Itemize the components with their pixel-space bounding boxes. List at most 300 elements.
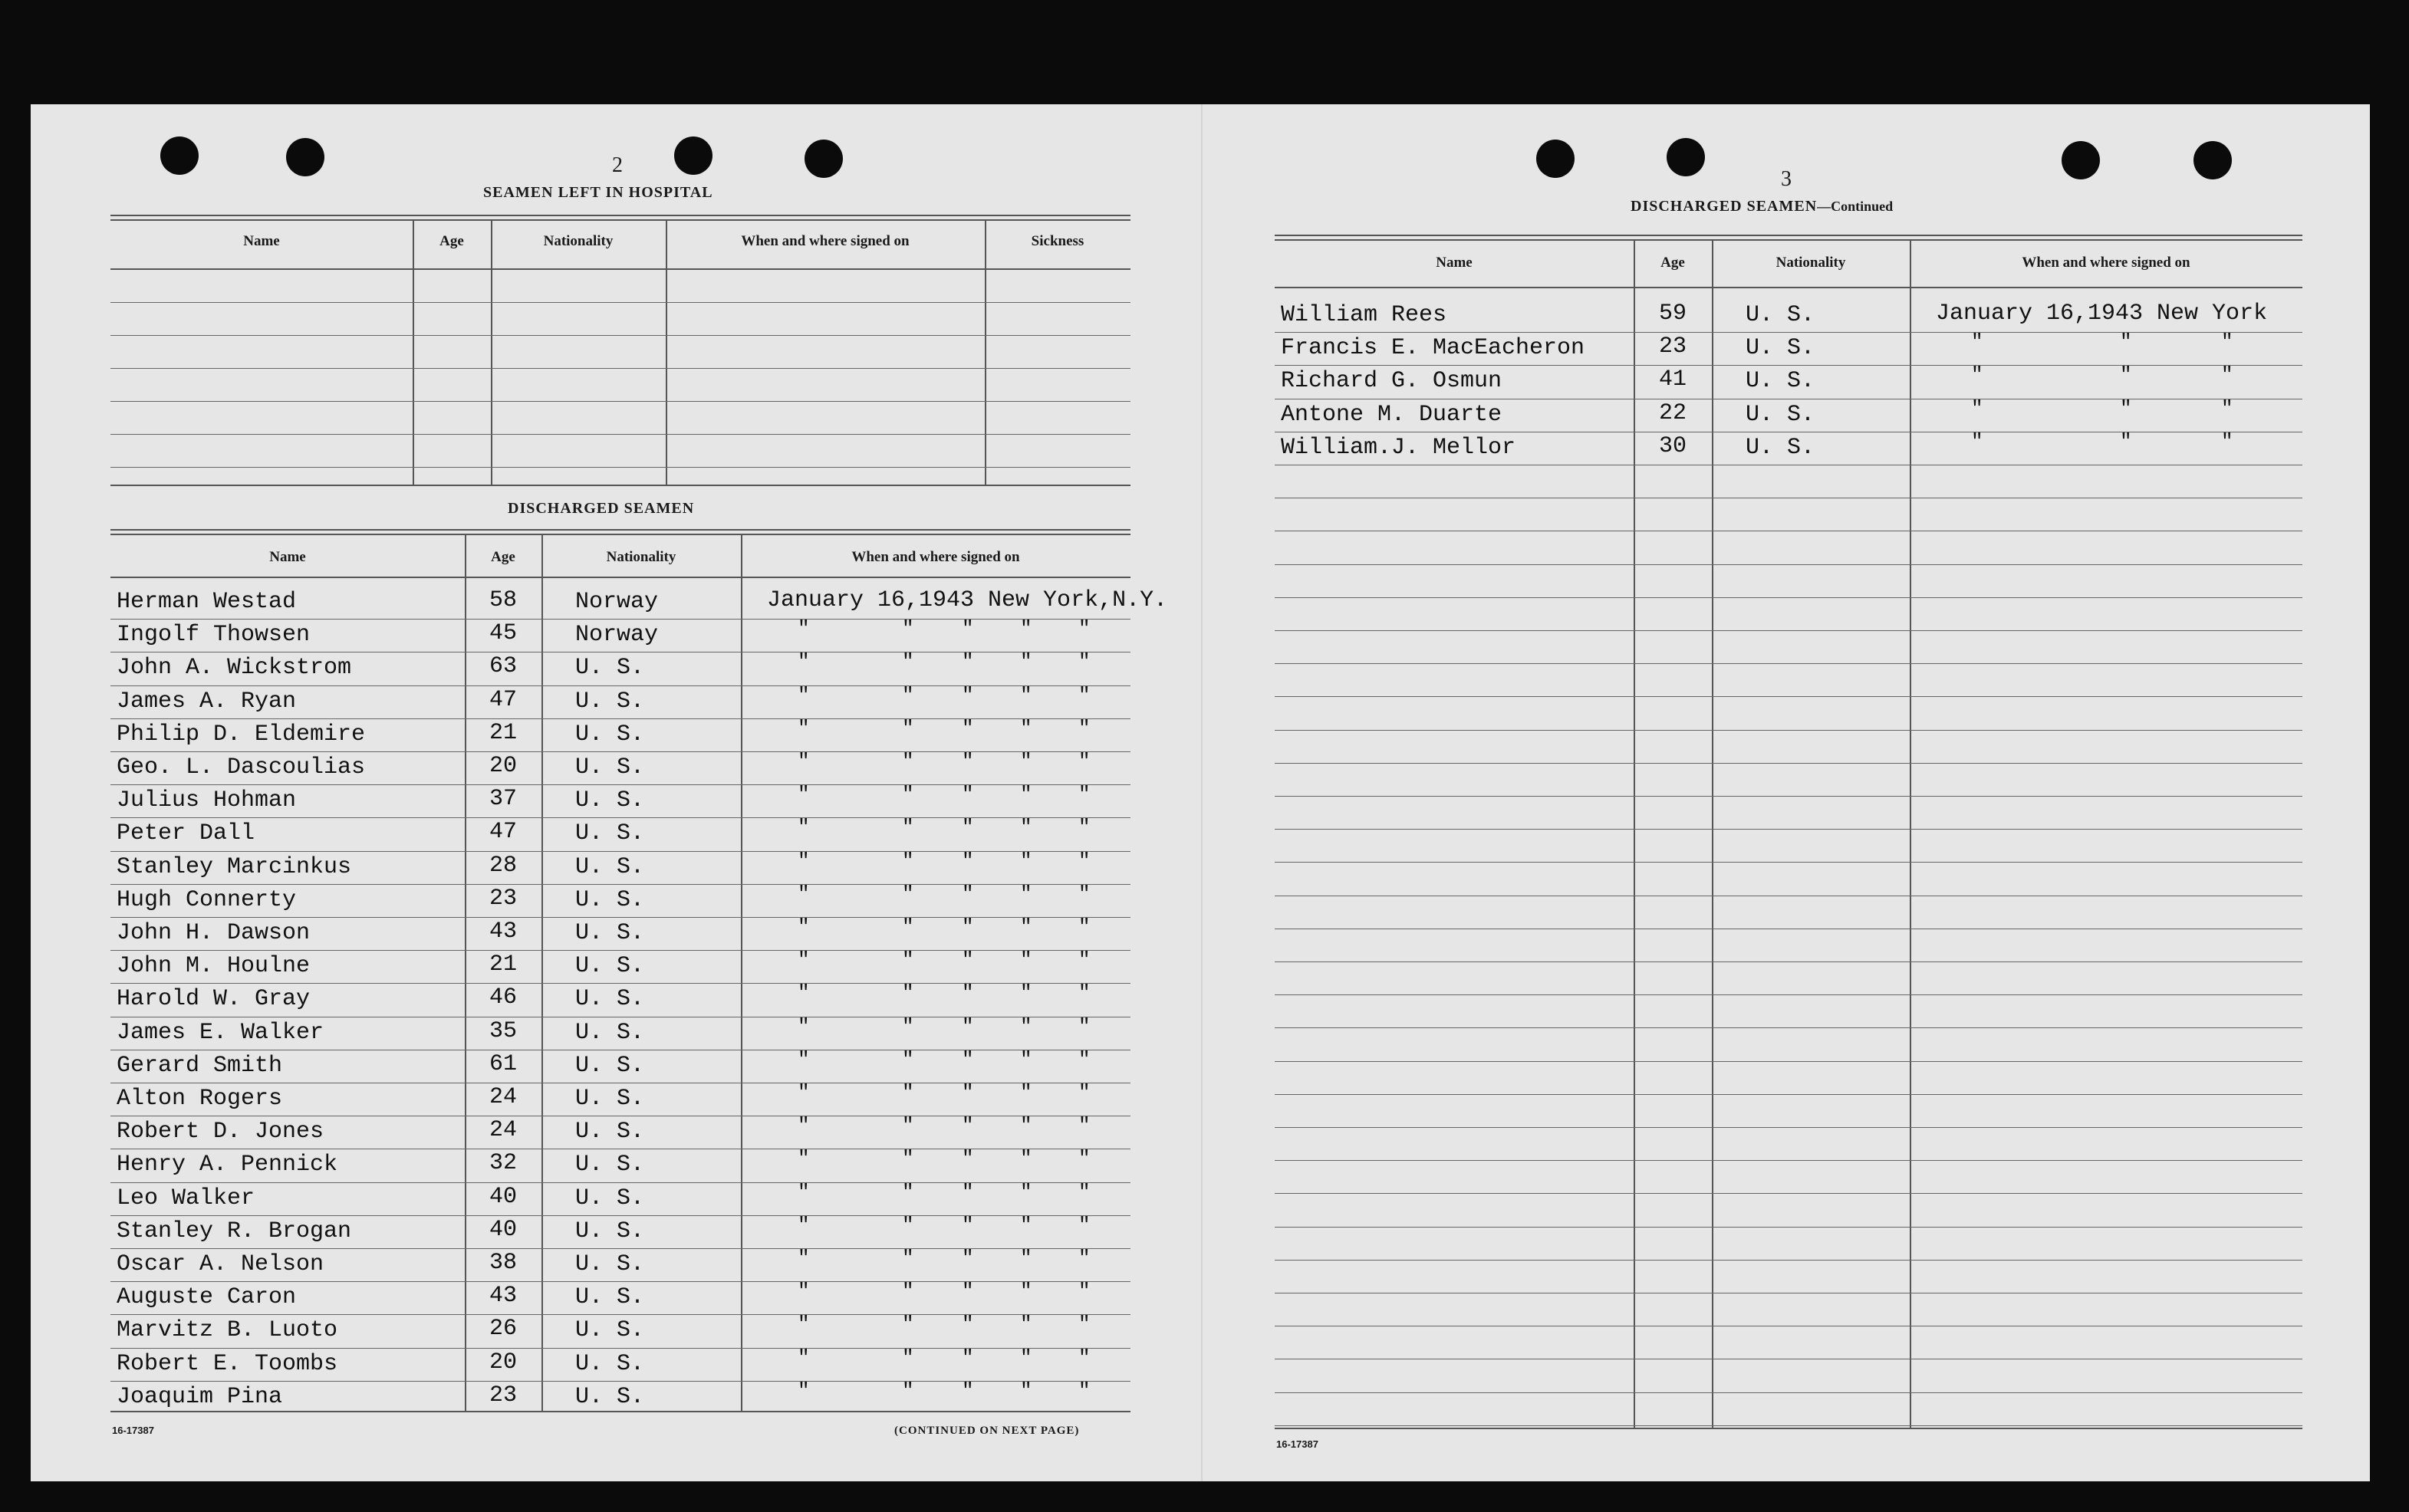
table-top-rule xyxy=(110,534,1130,535)
ruled-line xyxy=(110,817,1130,818)
seaman-nationality: U. S. xyxy=(1746,401,1815,428)
seaman-age: 40 xyxy=(489,1183,517,1210)
table-bottom-rule xyxy=(110,1411,1130,1412)
seaman-age: 26 xyxy=(489,1316,517,1343)
ditto-mark: " xyxy=(1078,1280,1091,1303)
seaman-name: Gerard Smith xyxy=(117,1052,283,1079)
form-number: 16-17387 xyxy=(1276,1438,1318,1450)
column-divider xyxy=(666,221,667,485)
ditto-mark: " xyxy=(962,617,974,641)
ditto-mark: " xyxy=(798,882,810,906)
ditto-mark: " xyxy=(2221,429,2233,453)
seaman-age: 47 xyxy=(489,686,517,713)
table-top-rule xyxy=(110,219,1130,221)
seaman-name: Joaquim Pina xyxy=(117,1383,283,1410)
signed-on-date-place: January 16,1943 New York xyxy=(1936,301,2268,327)
ruled-line xyxy=(110,401,1130,402)
ruled-line xyxy=(1275,365,2302,366)
ditto-mark: " xyxy=(902,750,914,773)
ditto-mark: " xyxy=(798,1280,810,1303)
column-divider xyxy=(741,535,742,1411)
ditto-mark: " xyxy=(962,1180,974,1204)
ditto-mark: " xyxy=(1078,1247,1091,1270)
ditto-mark: " xyxy=(1078,882,1091,906)
ditto-mark: " xyxy=(962,1313,974,1336)
ditto-mark: " xyxy=(1078,1081,1091,1104)
ditto-mark: " xyxy=(1078,1147,1091,1171)
ruled-line xyxy=(110,751,1130,752)
seaman-age: 43 xyxy=(489,919,517,945)
ditto-mark: " xyxy=(1020,783,1032,807)
ditto-mark: " xyxy=(1078,981,1091,1005)
ruled-line xyxy=(1275,1392,2302,1393)
column-header: Age xyxy=(491,549,515,565)
punch-hole xyxy=(160,136,199,175)
ruled-line xyxy=(110,1215,1130,1216)
ditto-mark: " xyxy=(1020,948,1032,972)
ruled-line xyxy=(110,1281,1130,1282)
ruled-line xyxy=(110,917,1130,918)
seaman-name: James A. Ryan xyxy=(117,688,297,715)
ditto-mark: " xyxy=(798,1379,810,1402)
seaman-nationality: U. S. xyxy=(575,688,645,715)
ruled-line xyxy=(1275,961,2302,962)
column-divider xyxy=(413,221,414,485)
seaman-age: 40 xyxy=(489,1216,517,1243)
ditto-mark: " xyxy=(902,882,914,906)
column-divider xyxy=(491,221,492,485)
ditto-mark: " xyxy=(1020,981,1032,1005)
seaman-age: 35 xyxy=(489,1017,517,1044)
ditto-mark: " xyxy=(902,1213,914,1237)
ditto-mark: " xyxy=(902,981,914,1005)
ruled-line xyxy=(1275,696,2302,697)
ditto-mark: " xyxy=(902,683,914,707)
seaman-nationality: U. S. xyxy=(575,1152,645,1178)
punch-hole xyxy=(805,140,843,178)
ruled-line xyxy=(1275,862,2302,863)
seaman-age: 23 xyxy=(1658,334,1687,360)
column-divider xyxy=(985,221,986,485)
seaman-nationality: U. S. xyxy=(575,1317,645,1344)
ditto-mark: " xyxy=(962,750,974,773)
seaman-age: 21 xyxy=(489,952,517,978)
ditto-mark: " xyxy=(798,650,810,674)
ruled-line xyxy=(1275,564,2302,565)
ruled-line xyxy=(110,1248,1130,1249)
ruled-line xyxy=(1275,1425,2302,1426)
table-bottom-rule xyxy=(1275,1428,2302,1429)
ruled-line xyxy=(1275,1260,2302,1261)
signed-on-date-place: January 16,1943 New York,N.Y. xyxy=(767,587,1168,613)
seaman-nationality: Norway xyxy=(575,622,659,649)
punch-hole xyxy=(286,138,324,176)
column-divider xyxy=(1910,241,1911,1428)
ruled-line xyxy=(1275,597,2302,598)
ditto-mark: " xyxy=(902,783,914,807)
column-header: When and where signed on xyxy=(2022,255,2190,271)
seaman-age: 59 xyxy=(1658,301,1687,327)
ditto-mark: " xyxy=(1078,948,1091,972)
seaman-age: 47 xyxy=(489,819,517,846)
seaman-name: Ingolf Thowsen xyxy=(117,622,311,649)
ditto-mark: " xyxy=(798,1180,810,1204)
ditto-mark: " xyxy=(1971,330,1983,354)
ruled-line xyxy=(1275,1027,2302,1028)
seaman-name: Francis E. MacEacheron xyxy=(1281,335,1585,362)
ditto-mark: " xyxy=(902,849,914,873)
ditto-mark: " xyxy=(1078,650,1091,674)
seaman-nationality: U. S. xyxy=(575,1383,645,1410)
seaman-nationality: U. S. xyxy=(575,1185,645,1211)
ditto-mark: " xyxy=(1078,915,1091,938)
ditto-mark: " xyxy=(902,1379,914,1402)
seaman-name: Hugh Connerty xyxy=(117,886,297,913)
seaman-age: 24 xyxy=(489,1084,517,1110)
column-divider xyxy=(1712,241,1713,1428)
page-number: 3 xyxy=(1781,167,1792,191)
seaman-name: Stanley Marcinkus xyxy=(117,853,352,880)
ditto-mark: " xyxy=(2221,330,2233,354)
ditto-mark: " xyxy=(1020,750,1032,773)
ditto-mark: " xyxy=(1020,1346,1032,1369)
seaman-name: William Rees xyxy=(1281,302,1447,328)
ditto-mark: " xyxy=(2120,429,2132,453)
ditto-mark: " xyxy=(962,1147,974,1171)
seaman-age: 22 xyxy=(1658,399,1687,426)
seaman-name: Richard G. Osmun xyxy=(1281,368,1502,395)
seaman-nationality: U. S. xyxy=(575,1251,645,1277)
seaman-name: Henry A. Pennick xyxy=(117,1152,338,1178)
seaman-nationality: U. S. xyxy=(575,986,645,1013)
ditto-mark: " xyxy=(902,716,914,740)
seaman-name: Marvitz B. Luoto xyxy=(117,1317,338,1344)
ditto-mark: " xyxy=(962,915,974,938)
ditto-mark: " xyxy=(962,1014,974,1038)
table-bottom-rule xyxy=(110,485,1130,486)
seaman-nationality: U. S. xyxy=(1746,302,1815,328)
seaman-name: Geo. L. Dascoulias xyxy=(117,754,366,781)
form-number: 16-17387 xyxy=(112,1425,154,1436)
seaman-name: John A. Wickstrom xyxy=(117,655,352,682)
ditto-mark: " xyxy=(1020,1379,1032,1402)
ruled-line xyxy=(1275,1094,2302,1095)
seaman-name: James E. Walker xyxy=(117,1019,324,1046)
ruled-line xyxy=(1275,796,2302,797)
hospital-section-title: SEAMEN LEFT IN HOSPITAL xyxy=(483,184,713,201)
column-header: Age xyxy=(1660,255,1685,271)
ditto-mark: " xyxy=(962,981,974,1005)
ditto-mark: " xyxy=(962,1047,974,1071)
ruled-line xyxy=(110,884,1130,885)
seaman-nationality: Norway xyxy=(575,589,659,615)
ditto-mark: " xyxy=(798,1313,810,1336)
ditto-mark: " xyxy=(2221,396,2233,420)
ditto-mark: " xyxy=(1020,1047,1032,1071)
ditto-mark: " xyxy=(1020,915,1032,938)
discharged-section-title: DISCHARGED SEAMEN xyxy=(508,500,695,517)
ditto-mark: " xyxy=(902,650,914,674)
ditto-mark: " xyxy=(1020,716,1032,740)
seaman-name: Antone M. Duarte xyxy=(1281,401,1502,428)
seaman-nationality: U. S. xyxy=(575,1119,645,1146)
ditto-mark: " xyxy=(2120,330,2132,354)
ditto-mark: " xyxy=(1078,1014,1091,1038)
header-rule xyxy=(1275,287,2302,288)
ditto-mark: " xyxy=(798,617,810,641)
seaman-name: Harold W. Gray xyxy=(117,986,311,1013)
ditto-mark: " xyxy=(1078,1047,1091,1071)
seaman-age: 38 xyxy=(489,1250,517,1276)
ditto-mark: " xyxy=(1078,1114,1091,1138)
ruled-line xyxy=(1275,1227,2302,1228)
ditto-mark: " xyxy=(798,783,810,807)
ditto-mark: " xyxy=(902,1280,914,1303)
column-header: Nationality xyxy=(543,233,614,249)
seaman-name: Auguste Caron xyxy=(117,1284,297,1311)
ditto-mark: " xyxy=(1020,650,1032,674)
seaman-nationality: U. S. xyxy=(575,820,645,847)
ditto-mark: " xyxy=(1078,816,1091,840)
ditto-mark: " xyxy=(902,915,914,938)
column-header: Age xyxy=(439,233,464,249)
ditto-mark: " xyxy=(962,849,974,873)
seaman-age: 37 xyxy=(489,786,517,813)
continued-section-title xyxy=(1631,198,1893,215)
seaman-nationality: U. S. xyxy=(1746,335,1815,362)
seaman-name: John H. Dawson xyxy=(117,920,311,946)
ditto-mark: " xyxy=(798,849,810,873)
ditto-mark: " xyxy=(2221,363,2233,387)
seaman-name: William.J. Mellor xyxy=(1281,434,1516,461)
seaman-age: 20 xyxy=(489,753,517,779)
ruled-line xyxy=(1275,332,2302,333)
table-top-rule xyxy=(110,215,1130,216)
ditto-mark: " xyxy=(1078,1379,1091,1402)
ditto-mark: " xyxy=(798,816,810,840)
ditto-mark: " xyxy=(2120,363,2132,387)
ruled-line xyxy=(110,983,1130,984)
ditto-mark: " xyxy=(798,915,810,938)
seaman-nationality: U. S. xyxy=(1746,434,1815,461)
seaman-name: Herman Westad xyxy=(117,589,297,615)
ditto-mark: " xyxy=(962,1247,974,1270)
seaman-age: 63 xyxy=(489,653,517,680)
seaman-age: 46 xyxy=(489,984,517,1011)
ditto-mark: " xyxy=(1078,683,1091,707)
punch-hole xyxy=(1536,140,1575,178)
ditto-mark: " xyxy=(1020,1114,1032,1138)
seaman-name: Robert E. Toombs xyxy=(117,1350,338,1377)
ruled-line xyxy=(110,434,1130,435)
ditto-mark: " xyxy=(962,1346,974,1369)
ditto-mark: " xyxy=(1078,849,1091,873)
ditto-mark: " xyxy=(798,1247,810,1270)
ruled-line xyxy=(1275,994,2302,995)
ditto-mark: " xyxy=(1078,1313,1091,1336)
ditto-mark: " xyxy=(1020,1014,1032,1038)
ditto-mark: " xyxy=(1078,1346,1091,1369)
ditto-mark: " xyxy=(1020,882,1032,906)
punch-hole xyxy=(2193,141,2232,179)
ruled-line xyxy=(1275,1061,2302,1062)
ruled-line xyxy=(110,718,1130,719)
ditto-mark: " xyxy=(902,1147,914,1171)
ditto-mark: " xyxy=(902,1180,914,1204)
seaman-nationality: U. S. xyxy=(575,1052,645,1079)
punch-hole xyxy=(2062,141,2100,179)
ruled-line xyxy=(110,1348,1130,1349)
seaman-age: 58 xyxy=(489,587,517,613)
ruled-line xyxy=(110,1182,1130,1183)
ruled-line xyxy=(110,685,1130,686)
seaman-nationality: U. S. xyxy=(575,1218,645,1244)
ruled-line xyxy=(1275,829,2302,830)
ditto-mark: " xyxy=(1971,429,1983,453)
seaman-name: Peter Dall xyxy=(117,820,255,847)
ditto-mark: " xyxy=(962,1213,974,1237)
ditto-mark: " xyxy=(962,1280,974,1303)
ditto-mark: " xyxy=(798,981,810,1005)
ditto-mark: " xyxy=(902,1014,914,1038)
ditto-mark: " xyxy=(1971,363,1983,387)
ruled-line xyxy=(1275,1193,2302,1194)
ditto-mark: " xyxy=(902,1346,914,1369)
seaman-name: Julius Hohman xyxy=(117,787,297,814)
column-header: Nationality xyxy=(606,549,676,565)
ditto-mark: " xyxy=(962,716,974,740)
ditto-mark: " xyxy=(1020,683,1032,707)
page-number: 2 xyxy=(612,153,623,177)
ditto-mark: " xyxy=(1020,1213,1032,1237)
ditto-mark: " xyxy=(798,750,810,773)
ruled-line xyxy=(110,368,1130,369)
seaman-name: Stanley R. Brogan xyxy=(117,1218,352,1244)
ditto-mark: " xyxy=(1020,1081,1032,1104)
ruled-line xyxy=(1275,630,2302,631)
seaman-age: 21 xyxy=(489,719,517,746)
ditto-mark: " xyxy=(1020,617,1032,641)
ditto-mark: " xyxy=(902,1313,914,1336)
seaman-nationality: U. S. xyxy=(575,920,645,946)
seaman-age: 43 xyxy=(489,1283,517,1310)
table-top-rule xyxy=(1275,235,2302,236)
column-header: When and where signed on xyxy=(851,549,1020,565)
table-top-rule xyxy=(110,529,1130,531)
ditto-mark: " xyxy=(798,1213,810,1237)
ditto-mark: " xyxy=(902,1247,914,1270)
ditto-mark: " xyxy=(1020,849,1032,873)
ditto-mark: " xyxy=(1020,1313,1032,1336)
ditto-mark: " xyxy=(798,683,810,707)
ditto-mark: " xyxy=(1078,1213,1091,1237)
column-header: Sickness xyxy=(1031,233,1084,249)
column-header: When and where signed on xyxy=(741,233,910,249)
seaman-age: 20 xyxy=(489,1349,517,1376)
ditto-mark: " xyxy=(1078,783,1091,807)
ditto-mark: " xyxy=(962,948,974,972)
ruled-line xyxy=(110,302,1130,303)
seaman-nationality: U. S. xyxy=(575,787,645,814)
seaman-nationality: U. S. xyxy=(575,886,645,913)
column-header: Name xyxy=(243,233,280,249)
ditto-mark: " xyxy=(902,816,914,840)
ditto-mark: " xyxy=(962,1114,974,1138)
ditto-mark: " xyxy=(902,1081,914,1104)
seaman-nationality: U. S. xyxy=(575,1350,645,1377)
seaman-nationality: U. S. xyxy=(575,1284,645,1311)
header-rule xyxy=(110,268,1130,270)
seaman-age: 45 xyxy=(489,620,517,647)
ruled-line xyxy=(110,1381,1130,1382)
ditto-mark: " xyxy=(1078,750,1091,773)
ditto-mark: " xyxy=(1020,816,1032,840)
ditto-mark: " xyxy=(962,1081,974,1104)
ruled-line xyxy=(1275,1160,2302,1161)
ruled-line xyxy=(110,851,1130,852)
ditto-mark: " xyxy=(1078,716,1091,740)
ditto-mark: " xyxy=(902,1047,914,1071)
ditto-mark: " xyxy=(1020,1247,1032,1270)
ruled-line xyxy=(110,467,1130,468)
title-suffix: —Continued xyxy=(1817,199,1894,214)
ditto-mark: " xyxy=(902,617,914,641)
column-header: Nationality xyxy=(1775,255,1846,271)
table-top-rule xyxy=(1275,239,2302,241)
ditto-mark: " xyxy=(962,1379,974,1402)
seaman-age: 24 xyxy=(489,1117,517,1144)
seaman-nationality: U. S. xyxy=(575,754,645,781)
seaman-age: 41 xyxy=(1658,366,1687,393)
seaman-age: 61 xyxy=(489,1050,517,1077)
seaman-name: Alton Rogers xyxy=(117,1086,283,1112)
punch-hole xyxy=(674,136,712,175)
continued-note: (CONTINUED ON NEXT PAGE) xyxy=(894,1425,1080,1437)
seaman-nationality: U. S. xyxy=(575,1019,645,1046)
ruled-line xyxy=(110,619,1130,620)
ruled-line xyxy=(1275,763,2302,764)
ditto-mark: " xyxy=(798,1047,810,1071)
column-header: Name xyxy=(1436,255,1473,271)
ditto-mark: " xyxy=(1078,617,1091,641)
seaman-nationality: U. S. xyxy=(1746,368,1815,395)
seaman-age: 23 xyxy=(489,1382,517,1408)
seaman-name: John M. Houlne xyxy=(117,953,311,980)
ruled-line xyxy=(110,784,1130,785)
ditto-mark: " xyxy=(798,1014,810,1038)
title-main: DISCHARGED SEAMEN xyxy=(1631,198,1818,215)
ditto-mark: " xyxy=(962,683,974,707)
column-divider xyxy=(541,535,543,1411)
seaman-nationality: U. S. xyxy=(575,655,645,682)
seaman-nationality: U. S. xyxy=(575,853,645,880)
seaman-name: Philip D. Eldemire xyxy=(117,721,366,748)
ditto-mark: " xyxy=(962,783,974,807)
column-header: Name xyxy=(269,549,306,565)
header-rule xyxy=(110,577,1130,578)
seaman-name: Robert D. Jones xyxy=(117,1119,324,1146)
ditto-mark: " xyxy=(1078,1180,1091,1204)
ruled-line xyxy=(110,950,1130,951)
page-fold xyxy=(1201,104,1203,1481)
ditto-mark: " xyxy=(902,1114,914,1138)
ditto-mark: " xyxy=(798,948,810,972)
ditto-mark: " xyxy=(1020,1147,1032,1171)
seaman-age: 32 xyxy=(489,1150,517,1177)
ditto-mark: " xyxy=(798,1081,810,1104)
ruled-line xyxy=(1275,730,2302,731)
ditto-mark: " xyxy=(1971,396,1983,420)
